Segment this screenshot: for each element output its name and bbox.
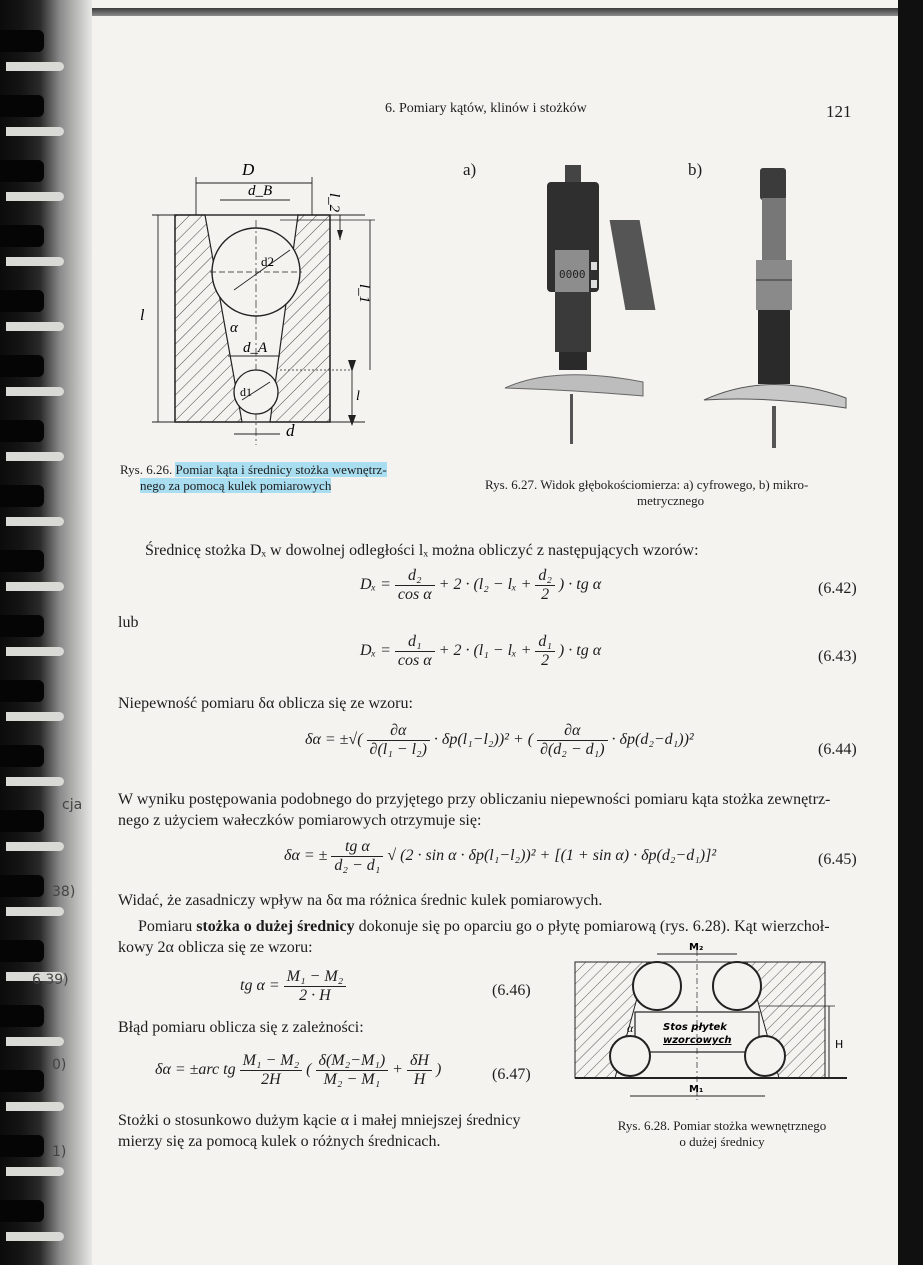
binder-gap — [6, 907, 64, 916]
binder-gap — [6, 1037, 64, 1046]
equation-6-46 — [240, 968, 346, 1005]
label-dA: d_A — [243, 340, 268, 356]
eq-lhs: Dₓ = — [360, 576, 391, 594]
margin-label: 6.39) — [32, 972, 69, 988]
eq-lhs: δα = ±√( — [305, 731, 363, 749]
label-b: b) — [688, 160, 703, 179]
fraction — [395, 567, 435, 604]
caption-line-2: o dużej średnicy — [679, 1134, 765, 1149]
margin-label: 0) — [52, 1057, 67, 1073]
fraction — [284, 968, 347, 1005]
equation-6-47 — [155, 1052, 441, 1089]
ball-top-left — [633, 962, 681, 1010]
numerator: ∂α — [537, 722, 607, 741]
denominator: H — [413, 1071, 426, 1088]
binder-gap — [6, 192, 64, 201]
caption-line-2: nego za pomocą kulek pomiarowych — [140, 478, 332, 493]
caption-line-1: Rys. 6.27. Widok głębokościomierza: a) cyfrowego, b) mikro- — [485, 477, 809, 492]
denominator: ∂(d₂ − d₁) — [540, 741, 605, 758]
binder-gap — [6, 712, 64, 721]
equation-number: (6.45) — [818, 851, 857, 868]
equation-number: (6.43) — [818, 648, 857, 665]
fraction — [535, 567, 555, 604]
eq-root: √ (2 · sin α · δp(l₁−l₂))² + [(1 + sin α) · δp(d₂−d₁)]² — [387, 847, 717, 865]
binder-ring — [0, 1070, 44, 1092]
numerator: d₂ — [395, 567, 435, 586]
text-run: dokonuje się po oparciu go o płytę pomiarową (rys. 6.28). Kąt wierzchoł- — [354, 918, 830, 935]
lub-word: lub — [118, 614, 139, 631]
numerator: δH — [407, 1052, 432, 1071]
eq-paren: ) — [435, 1061, 442, 1079]
caption-line-1: Pomiar kąta i średnicy stożka wewnętrz- — [175, 462, 387, 477]
fraction — [537, 722, 607, 759]
eq-tail: ) · tg α — [558, 576, 602, 594]
paragraph-line: kowy 2α oblicza się ze wzoru: — [118, 939, 313, 956]
binder-ring — [0, 225, 44, 247]
binder-gap — [6, 582, 64, 591]
scan-right-edge — [898, 0, 923, 1265]
denominator: 2 — [541, 652, 550, 669]
eq-lhs: δα = ± — [284, 847, 328, 865]
label-dB: d_B — [248, 183, 273, 199]
eq-middle: · δp(l₁−l₂))² + ( — [433, 731, 534, 749]
fraction — [395, 633, 435, 670]
binder-gap — [6, 127, 64, 136]
binder-gap — [6, 1167, 64, 1176]
binder-gap — [6, 517, 64, 526]
binder-ring — [0, 615, 44, 637]
label-a: a) — [463, 160, 477, 179]
denominator: M₂ − M₁ — [323, 1071, 381, 1088]
binder-ring — [0, 680, 44, 702]
page-number: 121 — [826, 102, 852, 121]
caption-6-27 — [485, 477, 865, 509]
paragraph-line: W wyniku postępowania podobnego do przyjętego przy obliczaniu niepewności pomiaru kąta stożka zewnętrz- — [118, 791, 831, 808]
label-l2: l_2 — [326, 193, 342, 213]
figure-6-26 — [130, 160, 390, 450]
caption-line-1: Rys. 6.28. Pomiar stożka wewnętrznego — [617, 1118, 827, 1133]
binder-ring — [0, 420, 44, 442]
binder-gap — [6, 257, 64, 266]
numerator: δ(M₂−M₁) — [316, 1052, 389, 1071]
label-stos-1: Stos płytek — [663, 1022, 727, 1033]
binder-gap — [6, 387, 64, 396]
numerator: M₁ − M₂ — [240, 1052, 303, 1071]
fraction — [316, 1052, 389, 1089]
binder-ring — [0, 160, 44, 182]
equation-number: (6.47) — [492, 1066, 531, 1083]
numerator: ∂α — [367, 722, 430, 741]
paragraph-7 — [118, 1110, 558, 1152]
binder-ring — [0, 550, 44, 572]
equation-number: (6.44) — [818, 741, 857, 758]
denominator: cos α — [397, 652, 432, 669]
fraction — [240, 1052, 303, 1089]
label-l1: l_1 — [356, 284, 372, 304]
binder-spiral — [0, 0, 92, 1265]
running-title: 6. Pomiary kątów, klinów i stożków — [385, 101, 587, 116]
numerator: d₁ — [395, 633, 435, 652]
paragraph-6: Błąd pomiaru oblicza się z zależności: — [118, 1019, 364, 1036]
caption-prefix: Rys. 6.26. — [120, 462, 173, 477]
numerator: d₁ — [535, 633, 555, 652]
paragraph-line: Stożki o stosunkowo dużym kącie α i małej mniejszej średnicy — [118, 1112, 521, 1129]
binder-gap — [6, 777, 64, 786]
denominator: ∂(l₁ − l₂) — [369, 741, 427, 758]
binder-ring — [0, 355, 44, 377]
eq-middle: + 2 · (l₁ − lₓ + — [438, 642, 532, 660]
figure-6-27b-micrometer-gauge — [700, 160, 850, 450]
paragraph-line: nego z użyciem wałeczków pomiarowych otrzymuje się: — [118, 812, 482, 829]
label-d2: d2 — [261, 254, 274, 269]
binder-ring — [0, 875, 44, 897]
ball-bottom-right — [745, 1036, 785, 1076]
binder-ring — [0, 95, 44, 117]
ball-bottom-left — [610, 1036, 650, 1076]
text-run: Pomiaru — [138, 918, 197, 935]
binder-ring — [0, 30, 44, 52]
label-stos-2: wzorcowych — [663, 1035, 732, 1046]
eq-tail: · δp(d₂−d₁))² — [611, 731, 694, 749]
eq-plus: + — [392, 1061, 403, 1079]
equation-number: (6.46) — [492, 982, 531, 999]
equation-6-45 — [284, 838, 716, 875]
scan-top-edge — [92, 8, 898, 16]
digital-display: 0000 — [559, 268, 586, 281]
binder-ring — [0, 940, 44, 962]
binder-ring — [0, 810, 44, 832]
binder-gap — [6, 842, 64, 851]
label-alpha: α — [627, 1021, 634, 1035]
paragraph-2: Niepewność pomiaru δα oblicza się ze wzoru: — [118, 695, 413, 712]
denominator: d₂ − d₁ — [334, 857, 381, 874]
paragraph-1: Średnicę stożka Dₓ w dowolnej odległości lₓ można obliczyć z następujących wzorów: — [145, 542, 699, 559]
binder-gap — [6, 1102, 64, 1111]
binder-gap — [6, 62, 64, 71]
binder-gap — [6, 1232, 64, 1241]
binder-ring — [0, 1135, 44, 1157]
eq-lhs: δα = ±arc tg — [155, 1061, 236, 1079]
binder-ring — [0, 485, 44, 507]
numerator: M₁ − M₂ — [284, 968, 347, 987]
equation-6-44 — [305, 722, 694, 759]
eq-paren: ( — [306, 1061, 312, 1079]
binder-ring — [0, 745, 44, 767]
caption-6-28 — [602, 1118, 842, 1150]
binder-ring — [0, 1200, 44, 1222]
fraction — [535, 633, 555, 670]
fraction — [331, 838, 383, 875]
equation-6-43 — [360, 633, 601, 670]
label-alpha: α — [230, 320, 238, 336]
eq-tail: ) · tg α — [558, 642, 602, 660]
label-D: D — [242, 160, 255, 179]
bold-term: stożka o dużej średnicy — [196, 918, 355, 935]
equation-6-42 — [360, 567, 601, 604]
binder-gap — [6, 322, 64, 331]
label-h: H — [835, 1038, 844, 1051]
label-d1: d1 — [240, 385, 252, 399]
margin-label: 1) — [52, 1144, 67, 1160]
figure-6-27a-digital-gauge — [495, 160, 645, 450]
fraction — [407, 1052, 432, 1089]
equation-number: (6.42) — [818, 580, 857, 597]
eq-lhs: Dₓ = — [360, 642, 391, 660]
eq-lhs: tg α = — [240, 977, 280, 995]
denominator: 2 · H — [299, 987, 331, 1004]
binder-gap — [6, 452, 64, 461]
label-l-small: l — [356, 389, 360, 404]
paragraph-4: Widać, że zasadniczy wpływ na δα ma różnica średnic kulek pomiarowych. — [118, 892, 603, 909]
ball-top-right — [713, 962, 761, 1010]
caption-6-26 — [120, 462, 410, 494]
label-m2: M₂ — [689, 942, 704, 953]
numerator: tg α — [331, 838, 383, 857]
margin-label: cja — [62, 797, 83, 813]
figure-6-28 — [575, 942, 865, 1110]
eq-middle: + 2 · (l₂ − lₓ + — [438, 576, 532, 594]
fraction — [367, 722, 430, 759]
paragraph-line: mierzy się za pomocą kulek o różnych średnicach. — [118, 1133, 441, 1150]
margin-label: 38) — [52, 884, 76, 900]
numerator: d₂ — [535, 567, 555, 586]
denominator: 2H — [261, 1071, 281, 1088]
paragraph-3 — [118, 789, 888, 831]
binder-gap — [6, 647, 64, 656]
label-m1: M₁ — [689, 1084, 704, 1095]
caption-line-2: metrycznego — [637, 493, 705, 508]
label-d: d — [286, 421, 295, 440]
binder-ring — [0, 290, 44, 312]
denominator: cos α — [397, 586, 432, 603]
denominator: 2 — [541, 586, 550, 603]
binder-ring — [0, 1005, 44, 1027]
label-l: l — [140, 307, 145, 324]
